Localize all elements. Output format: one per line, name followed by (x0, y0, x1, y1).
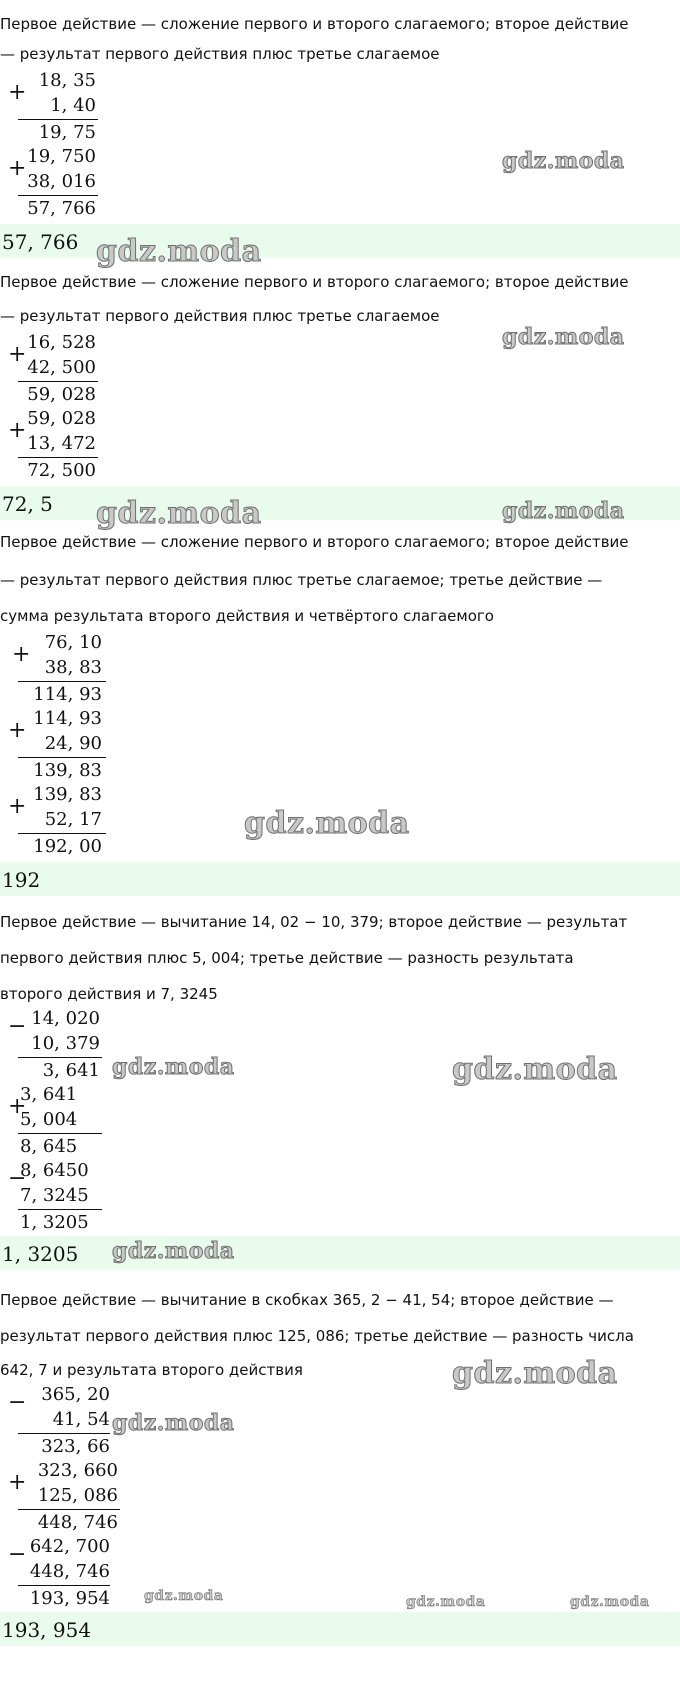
operand-b: 42, 500 (27, 357, 96, 378)
result: 3, 641 (42, 1060, 100, 1081)
watermark: gdz.moda (144, 1588, 224, 1604)
answer-value: 1, 3205 (2, 1242, 79, 1266)
operand-a: 114, 93 (33, 708, 102, 729)
operand-b: 1, 40 (50, 95, 96, 116)
watermark: gdz.moda (112, 1054, 235, 1080)
watermark: gdz.moda (96, 496, 262, 531)
minus-sign: − (8, 1390, 27, 1415)
operand-a: 323, 660 (37, 1460, 118, 1481)
watermark: gdz.moda (452, 1356, 618, 1391)
result: 59, 028 (27, 384, 96, 405)
task3-text-line3: сумма результата второго действия и четвёртого слагаемого (0, 607, 494, 625)
plus-sign: + (8, 156, 27, 181)
result: 193, 954 (29, 1588, 110, 1609)
task4-text-line2: первого действия плюс 5, 004; третье действие — разность результата (0, 949, 574, 967)
operand-b: 10, 379 (31, 1033, 100, 1054)
operand-a: 642, 700 (29, 1536, 110, 1557)
answer-value: 193, 954 (2, 1618, 92, 1642)
operand-a: 139, 83 (33, 784, 102, 805)
operand-b: 24, 90 (44, 733, 102, 754)
result: 139, 83 (33, 760, 102, 781)
task3-text-line2: — результат первого действия плюс третье слагаемое; третье действие — (0, 571, 603, 589)
task2-text-line2: — результат первого действия плюс третье слагаемое (0, 307, 440, 325)
watermark: gdz.moda (112, 1238, 235, 1264)
result: 19, 75 (38, 122, 96, 143)
task4-text-line1: Первое действие — вычитание 14, 02 − 10, 379; второе действие — результат (0, 913, 628, 931)
plus-sign: + (8, 718, 27, 743)
plus-sign: + (8, 1470, 27, 1495)
operand-a: 16, 528 (27, 332, 96, 353)
operand-a: 76, 10 (44, 632, 102, 653)
result: 8, 645 (20, 1136, 78, 1157)
answer-value: 72, 5 (2, 492, 53, 516)
task5-text-line1: Первое действие — вычитание в скобках 365, 2 − 41, 54; второе действие — (0, 1291, 614, 1309)
answer-value: 57, 766 (2, 230, 79, 254)
operand-b: 38, 83 (44, 657, 102, 678)
result: 72, 500 (27, 460, 96, 481)
operand-a: 19, 750 (27, 146, 96, 167)
result: 114, 93 (33, 684, 102, 705)
watermark: gdz.moda (406, 1594, 486, 1610)
operand-b: 38, 016 (27, 171, 96, 192)
watermark: gdz.moda (570, 1594, 650, 1610)
task5-text-line3: 642, 7 и результата второго действия (0, 1361, 303, 1379)
answer-value: 192 (2, 868, 41, 892)
operand-a: 14, 020 (31, 1008, 100, 1029)
answer-box (0, 862, 680, 896)
operand-b: 5, 004 (20, 1109, 78, 1130)
minus-sign: − (8, 1014, 27, 1039)
plus-sign: + (8, 342, 27, 367)
watermark: gdz.moda (96, 234, 262, 269)
watermark: gdz.moda (452, 1052, 618, 1087)
operand-b: 7, 3245 (20, 1185, 89, 1206)
minus-sign: − (8, 1542, 27, 1567)
result: 1, 3205 (20, 1212, 89, 1233)
watermark: gdz.moda (244, 806, 410, 841)
task2-text-line1: Первое действие — сложение первого и второго слагаемого; второе действие (0, 273, 629, 291)
plus-sign: + (8, 794, 27, 819)
result: 192, 00 (33, 836, 102, 857)
result: 448, 746 (37, 1512, 118, 1533)
watermark: gdz.moda (502, 324, 625, 350)
task1-text-line1: Первое действие — сложение первого и второго слагаемого; второе действие (0, 15, 629, 33)
operand-b: 41, 54 (52, 1409, 110, 1430)
operand-a: 59, 028 (27, 408, 96, 429)
operand-b: 13, 472 (27, 433, 96, 454)
operand-a: 365, 20 (41, 1384, 110, 1405)
watermark: gdz.moda (502, 498, 625, 524)
result: 323, 66 (41, 1436, 110, 1457)
task1-text-line2: — результат первого действия плюс третье слагаемое (0, 45, 440, 63)
task3-text-line1: Первое действие — сложение первого и второго слагаемого; второе действие (0, 533, 629, 551)
operand-b: 448, 746 (29, 1561, 110, 1582)
operand-a: 3, 641 (20, 1084, 78, 1105)
answer-box (0, 1612, 680, 1646)
watermark: gdz.moda (112, 1410, 235, 1436)
plus-sign: + (12, 642, 31, 667)
operand-b: 52, 17 (44, 809, 102, 830)
answer-box (0, 1236, 680, 1270)
plus-sign: + (8, 80, 27, 105)
operand-b: 125, 086 (37, 1485, 118, 1506)
watermark: gdz.moda (502, 148, 625, 174)
plus-sign: + (8, 1094, 27, 1119)
operand-a: 18, 35 (38, 70, 96, 91)
minus-sign: − (8, 1166, 27, 1191)
task5-text-line2: результат первого действия плюс 125, 086; третье действие — разность числа (0, 1327, 634, 1345)
result: 57, 766 (27, 198, 96, 219)
plus-sign: + (8, 418, 27, 443)
task4-text-line3: второго действия и 7, 3245 (0, 985, 218, 1003)
operand-a: 8, 6450 (20, 1160, 89, 1181)
